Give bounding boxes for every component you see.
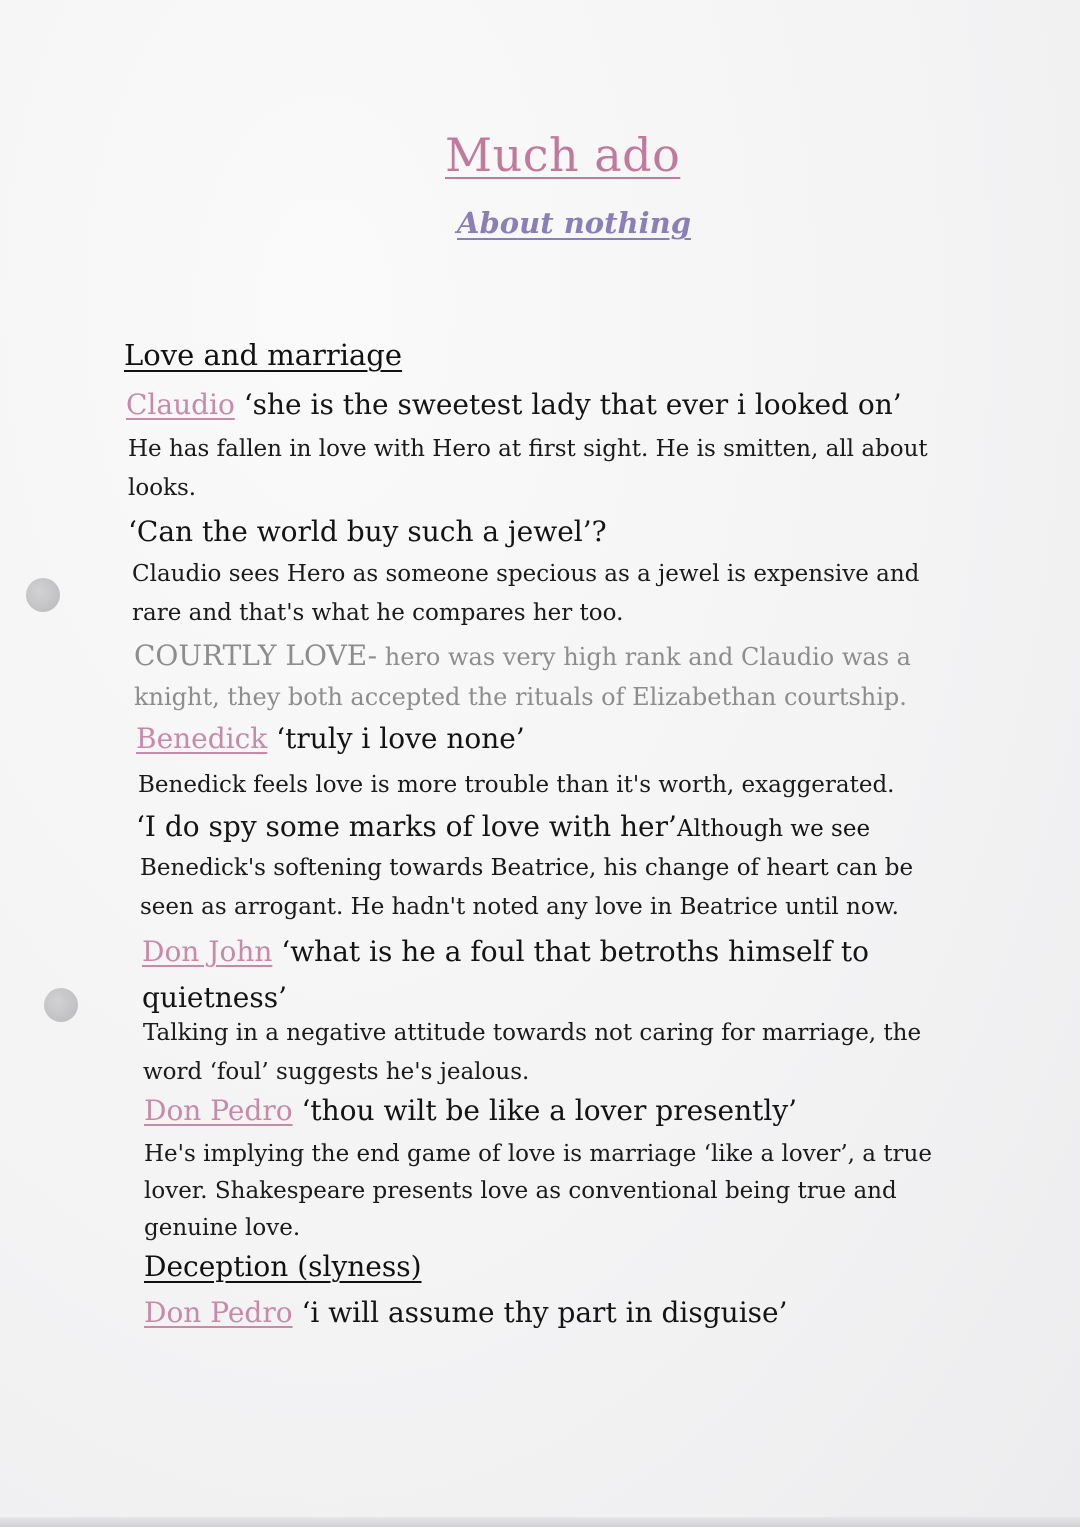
quote-text: ‘what is he a foul that betroths himself to quietness’ [142, 935, 869, 1014]
quote-line-donpedro [144, 1094, 797, 1127]
quote-text: ‘truly i love none’ [267, 722, 525, 755]
character-name: Don John [142, 935, 273, 968]
punch-hole-upper [26, 578, 60, 612]
courtly-love-text: hero was very high rank and Claudio was a knight, they both accepted the rituals of Elizabethan courtship. [134, 643, 911, 711]
section-heading-love: Love and marriage [124, 338, 403, 372]
quote-line-spy [136, 810, 870, 843]
character-name: Don Pedro [144, 1296, 293, 1329]
character-name: Claudio [126, 388, 235, 421]
quote-text: ‘I do spy some marks of love with her’ [136, 810, 677, 843]
courtly-love-label: COURTLY LOVE- [134, 639, 378, 672]
character-name: Don Pedro [144, 1094, 293, 1127]
page-title: Much ado [445, 128, 681, 182]
quote-text: ‘i will assume thy part in disguise’ [292, 1296, 788, 1329]
quote-text: ‘thou wilt be like a lover presently’ [292, 1094, 798, 1127]
quote-line-benedick [136, 722, 525, 755]
analysis-note: He has fallen in love with Hero at first sight. He is smitten, all about looks. [128, 436, 928, 501]
analysis-note: He's implying the end game of love is marriage ‘like a lover’, a true lover. Shakespeare presents love as conventional being true and genuine love. [144, 1141, 932, 1241]
quote-line-donjohn [142, 929, 902, 1021]
quote-line-jewel: ‘Can the world buy such a jewel’? [128, 515, 607, 548]
analysis-note-inline: Although we see [676, 816, 871, 842]
quote-line-donpedro-2 [144, 1296, 787, 1329]
section-heading-deception: Deception (slyness) [144, 1250, 422, 1283]
punch-hole-lower [44, 988, 78, 1022]
analysis-note: Talking in a negative attitude towards not caring for marriage, the word ‘foul’ suggests he's jealous. [143, 1020, 922, 1085]
courtly-love-note [134, 636, 964, 717]
quote-text: ‘she is the sweetest lady that ever i looked on’ [234, 388, 902, 421]
page-bottom-edge [0, 1517, 1080, 1527]
analysis-note: Claudio sees Hero as someone specious as a jewel is expensive and rare and that's what he compares her too. [132, 561, 920, 626]
analysis-note: Benedick feels love is more trouble than it's worth, exaggerated. [138, 772, 895, 798]
quote-line-claudio [126, 388, 902, 421]
character-name: Benedick [136, 722, 268, 755]
analysis-note: Benedick's softening towards Beatrice, his change of heart can be seen as arrogant. He hadn't noted any love in Beatrice until now. [140, 855, 914, 920]
page-subtitle: About nothing [457, 206, 691, 240]
